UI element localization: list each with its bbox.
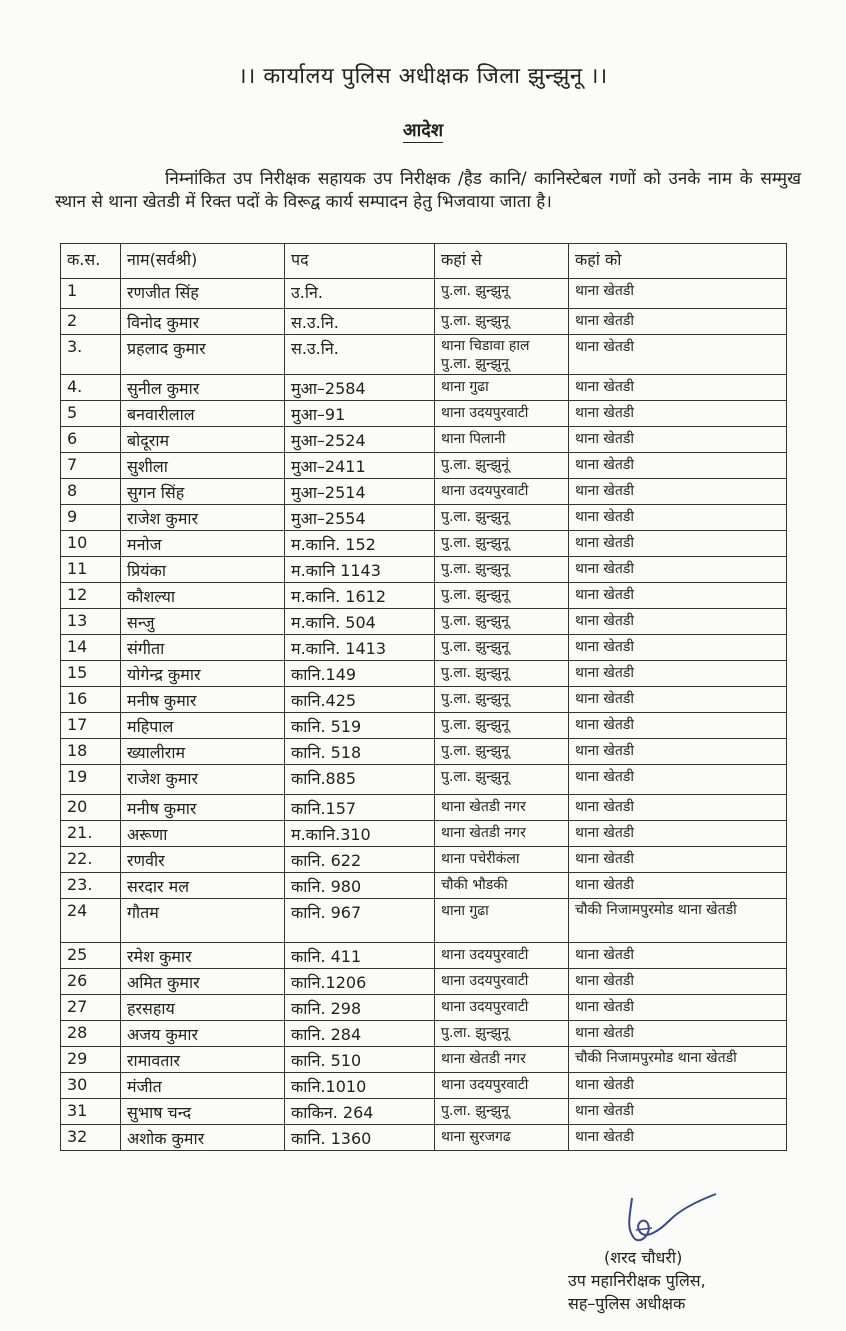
row-to: थाना खेतडी	[569, 1021, 787, 1047]
row-name: कौशल्या	[121, 583, 285, 609]
row-to: थाना खेतडी	[569, 335, 787, 375]
col-header-serial: क.स.	[61, 244, 121, 279]
office-header: ।। कार्यालय पुलिस अधीक्षक जिला झुन्झुनू ।।	[238, 64, 608, 89]
row-from: पु.ला. झुन्झुनू	[435, 1021, 569, 1047]
row-serial: 3.	[61, 335, 121, 375]
row-serial: 31	[61, 1099, 121, 1125]
row-from: थाना खेतडी नगर	[435, 1047, 569, 1073]
table-row	[61, 557, 787, 583]
row-post: कानि.425	[285, 687, 435, 713]
row-name: मंजीत	[121, 1073, 285, 1099]
row-post: मुआ–2411	[285, 453, 435, 479]
row-serial: 4.	[61, 375, 121, 401]
row-from: थाना उदयपुरवाटी	[435, 969, 569, 995]
row-to: थाना खेतडी	[569, 635, 787, 661]
row-serial: 17	[61, 713, 121, 739]
row-name: मनीष कुमार	[121, 687, 285, 713]
row-post: म.कानि. 1612	[285, 583, 435, 609]
row-post: कानि. 980	[285, 873, 435, 899]
row-serial: 9	[61, 505, 121, 531]
row-to: थाना खेतडी	[569, 583, 787, 609]
row-name: गौतम	[121, 899, 285, 943]
table-row	[61, 609, 787, 635]
row-name: ख्यालीराम	[121, 739, 285, 765]
row-serial: 7	[61, 453, 121, 479]
row-serial: 23.	[61, 873, 121, 899]
row-from: पु.ला. झुन्झुनू	[435, 557, 569, 583]
table-row	[61, 873, 787, 899]
table-row	[61, 687, 787, 713]
transfer-table	[60, 243, 787, 1151]
row-name: सुगन सिंह	[121, 479, 285, 505]
row-from: पु.ला. झुन्झुनू	[435, 531, 569, 557]
row-name: बोदूराम	[121, 427, 285, 453]
row-serial: 14	[61, 635, 121, 661]
row-name: विनोद कुमार	[121, 309, 285, 335]
table-header-row	[61, 244, 787, 279]
row-name: सुनील कुमार	[121, 375, 285, 401]
row-post: कानि. 284	[285, 1021, 435, 1047]
row-from: थाना पिलानी	[435, 427, 569, 453]
row-to: थाना खेतडी	[569, 661, 787, 687]
row-post: कानि. 1360	[285, 1125, 435, 1151]
row-serial: 5	[61, 401, 121, 427]
row-post: स.उ.नि.	[285, 309, 435, 335]
table-row	[61, 531, 787, 557]
row-from: पु.ला. झुन्झुनू	[435, 609, 569, 635]
row-name: रणवीर	[121, 847, 285, 873]
row-post: म.कानि. 1413	[285, 635, 435, 661]
row-serial: 10	[61, 531, 121, 557]
row-to: थाना खेतडी	[569, 713, 787, 739]
row-serial: 19	[61, 765, 121, 795]
table-row	[61, 795, 787, 821]
row-to: थाना खेतडी	[569, 309, 787, 335]
row-name: प्रहलाद कुमार	[121, 335, 285, 375]
row-to: थाना खेतडी	[569, 795, 787, 821]
table-row	[61, 943, 787, 969]
row-to: चौकी निजामपुरमोड थाना खेतडी	[569, 1047, 787, 1073]
row-name: राजेश कुमार	[121, 505, 285, 531]
row-to: थाना खेतडी	[569, 1125, 787, 1151]
row-post: कानि. 298	[285, 995, 435, 1021]
row-to: थाना खेतडी	[569, 1073, 787, 1099]
table-row	[61, 583, 787, 609]
row-serial: 1	[61, 279, 121, 309]
table-row	[61, 453, 787, 479]
row-name: अरूणा	[121, 821, 285, 847]
table-row	[61, 969, 787, 995]
row-serial: 13	[61, 609, 121, 635]
row-name: रामावतार	[121, 1047, 285, 1073]
row-post: कानि.885	[285, 765, 435, 795]
row-serial: 8	[61, 479, 121, 505]
row-post: उ.नि.	[285, 279, 435, 309]
row-to: थाना खेतडी	[569, 969, 787, 995]
row-to: थाना खेतडी	[569, 375, 787, 401]
row-post: कानि. 411	[285, 943, 435, 969]
row-serial: 27	[61, 995, 121, 1021]
row-from: थाना पचेरीकंला	[435, 847, 569, 873]
table-row	[61, 375, 787, 401]
row-name: बनवारीलाल	[121, 401, 285, 427]
row-from: चौकी भौडकी	[435, 873, 569, 899]
row-post: मुआ–2514	[285, 479, 435, 505]
row-name: अशोक कुमार	[121, 1125, 285, 1151]
row-to: थाना खेतडी	[569, 557, 787, 583]
row-from: पु.ला. झुन्झुनू	[435, 661, 569, 687]
row-to: थाना खेतडी	[569, 821, 787, 847]
row-post: स.उ.नि.	[285, 335, 435, 375]
row-name: राजेश कुमार	[121, 765, 285, 795]
table-row	[61, 401, 787, 427]
row-from: पु.ला. झुन्झुनू	[435, 583, 569, 609]
signatory-name: (शरद चौधरी)	[604, 1248, 683, 1267]
row-serial: 26	[61, 969, 121, 995]
row-name: रमेश कुमार	[121, 943, 285, 969]
row-to: थाना खेतडी	[569, 1099, 787, 1125]
table-row	[61, 661, 787, 687]
row-name: सरदार मल	[121, 873, 285, 899]
row-post: मुआ–91	[285, 401, 435, 427]
row-serial: 6	[61, 427, 121, 453]
table-row	[61, 995, 787, 1021]
table-row	[61, 279, 787, 309]
row-post: म.कानि. 152	[285, 531, 435, 557]
row-from: थाना उदयपुरवाटी	[435, 995, 569, 1021]
row-post: कानि.149	[285, 661, 435, 687]
row-name: संगीता	[121, 635, 285, 661]
row-serial: 11	[61, 557, 121, 583]
row-post: मुआ–2584	[285, 375, 435, 401]
row-from: थाना उदयपुरवाटी	[435, 479, 569, 505]
row-from: पु.ला. झुन्झुनू	[435, 505, 569, 531]
row-to: थाना खेतडी	[569, 609, 787, 635]
row-name: महिपाल	[121, 713, 285, 739]
row-post: काकिन. 264	[285, 1099, 435, 1125]
row-serial: 21.	[61, 821, 121, 847]
table-row	[61, 505, 787, 531]
col-header-name: नाम(सर्वश्री)	[121, 244, 285, 279]
row-serial: 22.	[61, 847, 121, 873]
table-row	[61, 1125, 787, 1151]
row-from: थाना उदयपुरवाटी	[435, 401, 569, 427]
row-serial: 24	[61, 899, 121, 943]
row-serial: 29	[61, 1047, 121, 1073]
row-from: पु.ला. झुन्झुनू	[435, 309, 569, 335]
row-post: कानि. 967	[285, 899, 435, 943]
table-row	[61, 309, 787, 335]
row-serial: 16	[61, 687, 121, 713]
row-from: थाना उदयपुरवाटी	[435, 1073, 569, 1099]
row-to: थाना खेतडी	[569, 531, 787, 557]
row-from: पु.ला. झुन्झुनूं	[435, 453, 569, 479]
row-to: थाना खेतडी	[569, 401, 787, 427]
row-serial: 2	[61, 309, 121, 335]
row-post: कानि. 622	[285, 847, 435, 873]
row-name: मनीष कुमार	[121, 795, 285, 821]
row-from: पु.ला. झुन्झुनू	[435, 687, 569, 713]
row-to: थाना खेतडी	[569, 943, 787, 969]
row-name: मनोज	[121, 531, 285, 557]
row-post: कानि.1010	[285, 1073, 435, 1099]
row-post: म.कानि.310	[285, 821, 435, 847]
row-to: थाना खेतडी	[569, 687, 787, 713]
row-post: म.कानि 1143	[285, 557, 435, 583]
table-body	[61, 279, 787, 1151]
table-row	[61, 739, 787, 765]
table-row	[61, 1073, 787, 1099]
table-row	[61, 635, 787, 661]
row-serial: 20	[61, 795, 121, 821]
row-post: कानि.157	[285, 795, 435, 821]
row-name: अजय कुमार	[121, 1021, 285, 1047]
row-post: कानि.1206	[285, 969, 435, 995]
row-post: मुआ–2554	[285, 505, 435, 531]
table-row	[61, 1021, 787, 1047]
table-row	[61, 1099, 787, 1125]
row-post: कानि. 518	[285, 739, 435, 765]
row-to: थाना खेतडी	[569, 765, 787, 795]
table-row	[61, 1047, 787, 1073]
row-to: थाना खेतडी	[569, 505, 787, 531]
row-to: चौकी निजामपुरमोड थाना खेतडी	[569, 899, 787, 943]
row-post: मुआ–2524	[285, 427, 435, 453]
row-name: प्रियंका	[121, 557, 285, 583]
row-from: पु.ला. झुन्झुनू	[435, 739, 569, 765]
table-row	[61, 899, 787, 943]
intro-paragraph: निम्नांकित उप निरीक्षक सहायक उप निरीक्षक /हैड कानि/ कानिस्टेबल गणों को उनके नाम के सम्मुख स्थान से थाना खेतडी में रिक्त पदों के विरूद्व कार्य सम्पादन हेतु भिजवाया जाता है।	[55, 169, 801, 212]
table-row	[61, 427, 787, 453]
table-row	[61, 713, 787, 739]
table-row	[61, 821, 787, 847]
table-row	[61, 765, 787, 795]
row-to: थाना खेतडी	[569, 479, 787, 505]
row-from: पु.ला. झुन्झुनू	[435, 713, 569, 739]
row-from: थाना सुरजगढ	[435, 1125, 569, 1151]
row-name: हरसहाय	[121, 995, 285, 1021]
row-serial: 18	[61, 739, 121, 765]
row-serial: 28	[61, 1021, 121, 1047]
col-header-to: कहां को	[569, 244, 787, 279]
row-to: थाना खेतडी	[569, 995, 787, 1021]
table-row	[61, 479, 787, 505]
row-name: सुशीला	[121, 453, 285, 479]
row-to: थाना खेतडी	[569, 279, 787, 309]
row-serial: 32	[61, 1125, 121, 1151]
row-post: कानि. 519	[285, 713, 435, 739]
row-from: थाना गुढा	[435, 899, 569, 943]
signatory-designation: उप महानिरीक्षक पुलिस,	[568, 1271, 706, 1290]
row-from: पु.ला. झुन्झुनू	[435, 635, 569, 661]
row-from: थाना गुढा	[435, 375, 569, 401]
row-to: थाना खेतडी	[569, 427, 787, 453]
row-serial: 30	[61, 1073, 121, 1099]
col-header-post: पद	[285, 244, 435, 279]
row-from: पु.ला. झुन्झुनू	[435, 1099, 569, 1125]
row-post: कानि. 510	[285, 1047, 435, 1073]
row-from: थाना चिडावा हाल पु.ला. झुन्झुनू	[435, 335, 569, 375]
row-from: थाना खेतडी नगर	[435, 821, 569, 847]
row-name: सुभाष चन्द	[121, 1099, 285, 1125]
signature-block	[568, 1246, 706, 1315]
row-from: थाना उदयपुरवाटी	[435, 943, 569, 969]
handwritten-signature	[612, 1190, 722, 1250]
row-post: म.कानि. 504	[285, 609, 435, 635]
row-serial: 12	[61, 583, 121, 609]
signatory-role: सह–पुलिस अधीक्षक	[568, 1294, 686, 1313]
row-name: सन्जु	[121, 609, 285, 635]
row-to: थाना खेतडी	[569, 453, 787, 479]
row-serial: 25	[61, 943, 121, 969]
order-title: आदेश	[402, 120, 444, 141]
row-serial: 15	[61, 661, 121, 687]
row-name: अमित कुमार	[121, 969, 285, 995]
row-name: योगेन्द्र कुमार	[121, 661, 285, 687]
table-row	[61, 847, 787, 873]
row-from: पु.ला. झुन्झुनू	[435, 765, 569, 795]
row-to: थाना खेतडी	[569, 847, 787, 873]
row-name: रणजीत सिंह	[121, 279, 285, 309]
row-to: थाना खेतडी	[569, 739, 787, 765]
table-row	[61, 335, 787, 375]
col-header-from: कहां से	[435, 244, 569, 279]
row-from: थाना खेतडी नगर	[435, 795, 569, 821]
row-to: थाना खेतडी	[569, 873, 787, 899]
row-from: पु.ला. झुन्झुनू	[435, 279, 569, 309]
